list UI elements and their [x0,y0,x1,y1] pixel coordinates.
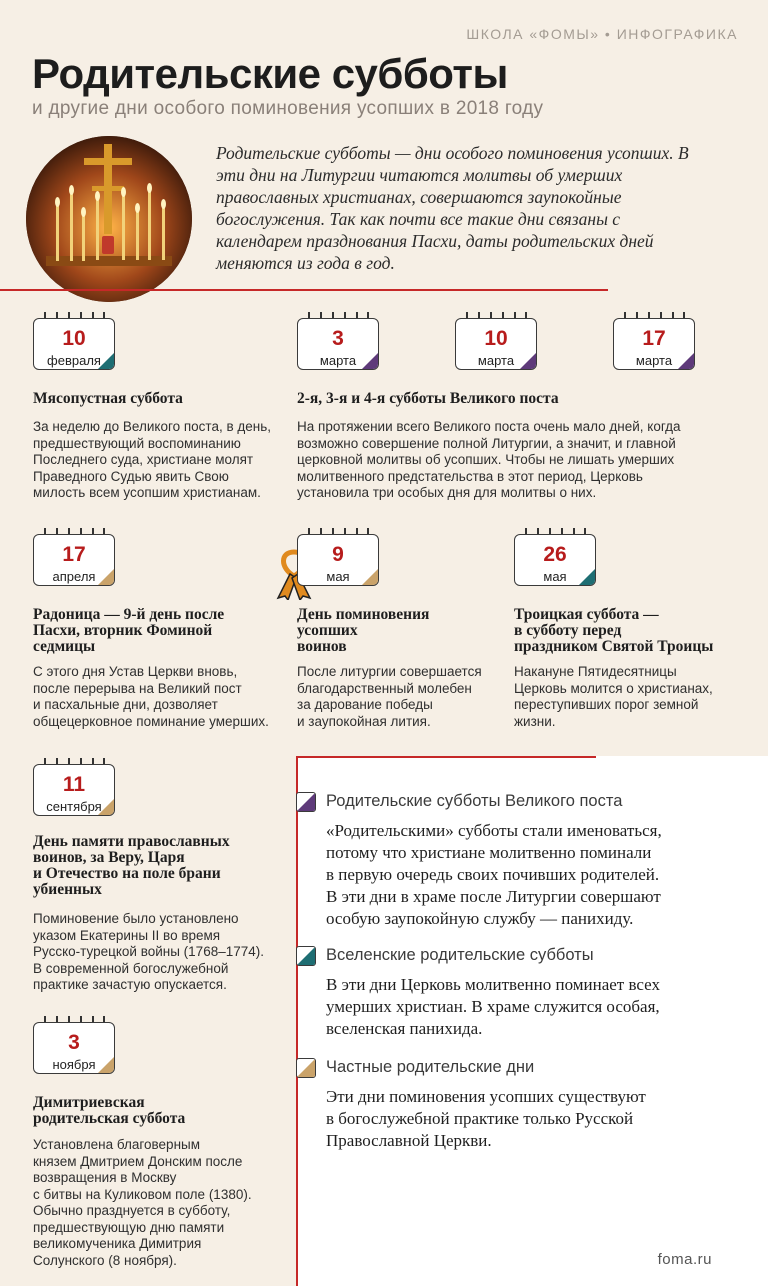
event-text: Установлена благоверным князем Дмитрием Донским после возвращения в Москву с битвы на Куликовом поле (1380). Обычно празднуется в субботу, предшествующую дню памяти великомученика Димитрия Солунского (8 ноября). [33,1137,252,1268]
date-month: марта [319,353,357,368]
legend-text: Эти дни поминовения усопших существуют в богослужебной практике только Русской Православной Церкви. [326,1087,646,1150]
brand-label: ШКОЛА «ФОМЫ» • ИНФОГРАФИКА [466,26,738,42]
legend-title: Частные родительские дни [326,1058,535,1076]
divider-line [296,756,596,758]
legend-title: Родительские субботы Великого поста [326,792,623,810]
date-month: февраля [47,353,101,368]
date-month: марта [477,353,515,368]
calendar-icon [33,1016,115,1074]
event-text: Накануне Пятидесятницы Церковь молится о христианах, переступивших порог земной жизни. [514,664,713,729]
divider-line [0,289,608,291]
candles-photo [26,136,192,302]
legend-swatch-tan [296,1058,316,1078]
legend-text: В эти дни Церковь молитвенно поминает всех умерших христиан. В храме служится особая, вселенская панихида. [326,975,660,1038]
intro-text: Родительские субботы — дни особого поминовения усопших. В эти дни на Литургии читаются молитвы об умерших православных христианах, совершаются заупокойные богослужения. Так как почти все такие дни связаны с календарем празднования Пасхи, даты родительских дней меняются из года в год. [216,143,689,273]
event-title: День поминовения усопших воинов [297,606,430,655]
date-number: 10 [62,327,86,350]
event-title: Троицкая суббота — в субботу перед праздником Святой Троицы [514,606,714,655]
date-number: 3 [68,1031,80,1054]
event-title: Радоница — 9-й день после Пасхи, вторник Фоминой седмицы [33,606,225,655]
page-title: Родительские субботы [32,50,508,97]
divider-line [296,756,298,1286]
date-month: ноября [52,1057,96,1072]
legend-swatch-teal [296,946,316,966]
date-number: 3 [332,327,344,350]
event-title: Димитриевская родительская суббота [33,1094,186,1127]
date-number: 11 [62,773,86,796]
calendar-icon [33,528,115,586]
event-text: Поминовение было установлено указом Екатерины II во время Русско-турецкой войны (1768–1774). В современной богослужебной практике зачастую опускается. [33,911,264,992]
date-number: 17 [62,543,86,566]
calendar-icon [514,528,596,586]
event-title: 2-я, 3-я и 4-я субботы Великого поста [297,390,559,407]
date-month: мая [326,569,350,584]
legend-swatch-purple [296,792,316,812]
event-title: День памяти православных воинов, за Веру, Царя и Отечество на поле брани убиенных [33,833,230,898]
date-month: марта [635,353,673,368]
event-text: На протяжении всего Великого поста очень мало дней, когда возможно совершение полной Литургии, а значит, и главной церковной молитвы об усопших. Чтобы не лишать умерших молитвенного предстательства в этот период, Церковь установила три особых дня для молитвы о них. [297,419,681,500]
date-number: 26 [543,543,567,566]
legend-title: Вселенские родительские субботы [326,946,594,964]
date-month: сентября [46,799,102,814]
date-month: апреля [52,569,96,584]
date-number: 10 [484,327,508,350]
date-number: 9 [332,543,344,566]
calendar-icon [33,312,115,370]
calendar-icon [455,312,537,370]
event-text: За неделю до Великого поста, в день, предшествующий воспоминанию Последнего суда, христиане молят Праведного Судью явить Свою милость всем усопшим христианам. [33,419,271,500]
event-text: С этого дня Устав Церкви вновь, после перерыва на Великий пост и пасхальные дни, дозволяет общецерковное поминание умерших. [33,664,269,729]
footer-site-link[interactable]: foma.ru [657,1251,712,1268]
event-title: Мясопустная суббота [33,390,183,407]
calendar-icon [297,528,379,586]
calendar-icon [613,312,695,370]
event-text: После литургии совершается благодарственный молебен за дарование победы и заупокойная лития. [297,664,482,729]
legend-text: «Родительскими» субботы стали именоваться, потому что христиане молитвенно поминали в первую очередь своих почивших родителей. В эти дни в храме после Литургии совершают особую заупокойную службу — панихиду. [326,821,662,928]
date-month: мая [543,569,567,584]
calendar-icon [297,312,379,370]
calendar-icon [33,758,115,816]
page-subtitle: и другие дни особого поминовения усопших в 2018 году [32,98,544,119]
candles-illustration [26,136,192,302]
date-number: 17 [642,327,666,350]
